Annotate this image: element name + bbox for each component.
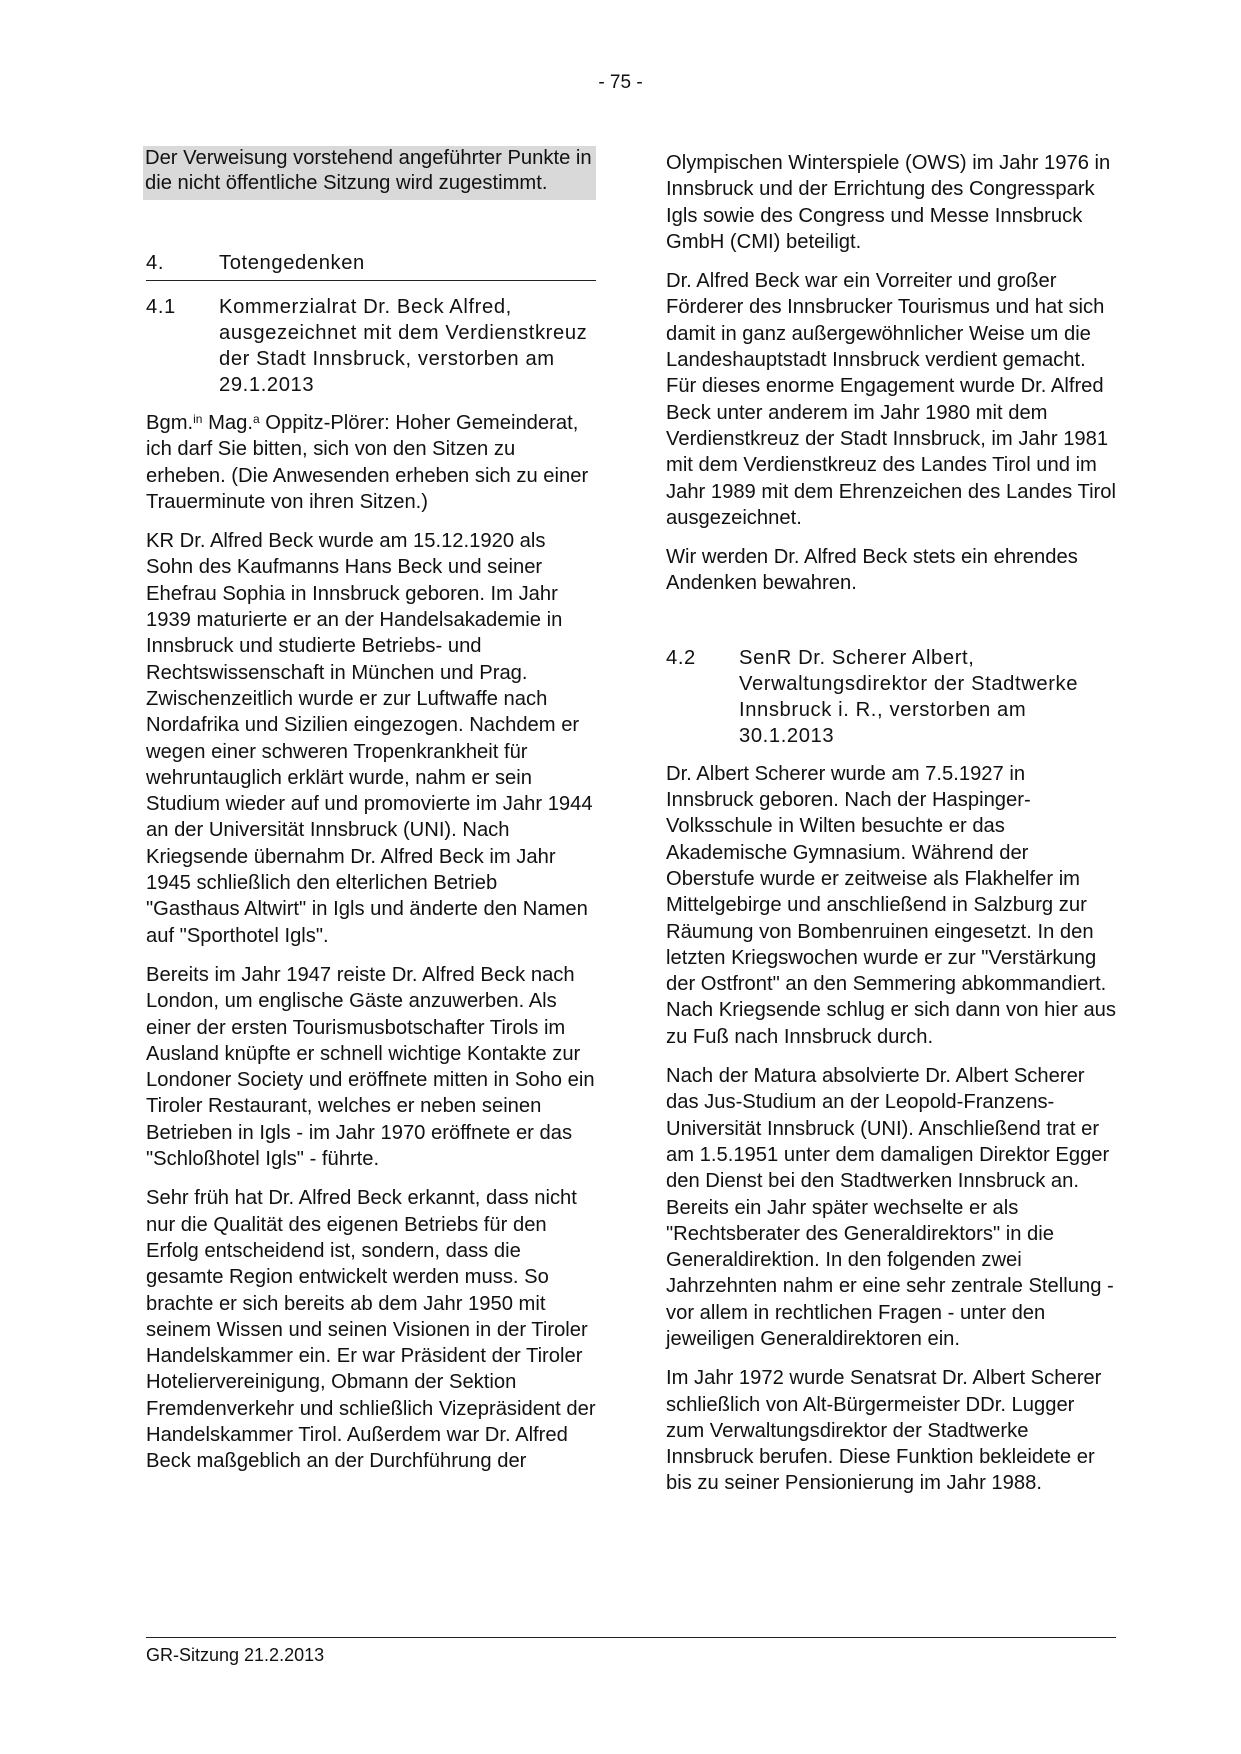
body-paragraph: Olympischen Winterspiele (OWS) im Jahr 1976 in Innsbruck und der Errichtung des Congresspark Igls sowie des Congress und Messe Innsbruck GmbH (CMI) beteiligt. (666, 152, 1111, 253)
page-number: - 75 - (598, 72, 643, 93)
body-paragraph: Nach der Matura absolvierte Dr. Albert Scherer das Jus-Studium an der Leopold-Franzens-Universität Innsbruck (UNI). Anschließend trat er am 1.5.1951 unter dem damaligen Direktor Egger den Dienst bei den Stadtwerken Innsbruck an. Bereits ein Jahr später wechselte er als "Rechtsberater des Generaldirektors" in die Generaldirektion. In den folgenden zwei Jahrzehnten nahm er eine sehr zentrale Stellung - vor allem in rechtlichen Fragen - unter den jeweiligen Generaldirektoren ein. (666, 1065, 1114, 1350)
subsection-title: SenR Dr. Scherer Albert, Verwaltungsdirektor der Stadtwerke Innsbruck i. R., verstorben am 30.1.2013 (739, 646, 1079, 747)
body-paragraph: Wir werden Dr. Alfred Beck stets ein ehrendes Andenken bewahren. (666, 546, 1078, 595)
section-number: 4. (146, 252, 165, 274)
footer-text: GR-Sitzung 21.2.2013 (146, 1645, 325, 1665)
subsection-number: 4.2 (666, 646, 696, 669)
body-paragraph: Sehr früh hat Dr. Alfred Beck erkannt, dass nicht nur die Qualität des eigenen Betriebs für den Erfolg entscheidend ist, sondern, dass die gesamte Region entwickelt werden muss. So brachte er sich bereits ab dem Jahr 1950 mit seinem Wissen und seinen Visionen in der Tiroler Handelskammer ein. Er war Präsident der Tiroler Hoteliervereinigung, Obmann der Sektion Fremdenverkehr und schließlich Vizepräsident der Handelskammer Tirol. Außerdem war Dr. Alfred Beck maßgeblich an der Durchführung der (146, 1187, 596, 1473)
body-paragraph: Im Jahr 1972 wurde Senatsrat Dr. Albert Scherer schließlich von Alt-Bürgermeister DDr. Lugger zum Verwaltungsdirektor der Stadtwerke Innsbruck berufen. Diese Funktion bekleidete er bis zu seiner Pensionierung im Jahr 1988. (666, 1367, 1102, 1495)
subsection-heading-4-1 (146, 294, 596, 398)
section-heading (146, 250, 596, 281)
subsection-number: 4.1 (146, 296, 176, 318)
body-paragraph: Dr. Albert Scherer wurde am 7.5.1927 in Innsbruck geboren. Nach der Haspinger-Volksschule in Wilten besuchte er das Akademische Gymnasium. Während der Oberstufe wurde er zeitweise als Flakhelfer im Mittelgebirge und anschließend in Salzburg zur Räumung von Bombenruinen eingesetzt. In den letzten Kriegswochen wurde er zur "Verstärkung der Ostfront" an den Semmering abkommandiert. Nach Kriegsende schlug er sich dann von hier aus zu Fuß nach Innsbruck durch. (666, 762, 1116, 1048)
subsection-heading-4-2 (666, 645, 1116, 749)
subsection-title: Kommerzialrat Dr. Beck Alfred, ausgezeichnet mit dem Verdienstkreuz der Stadt Innsbruck, verstorben am 29.1.2013 (219, 296, 588, 396)
body-paragraph: Bereits im Jahr 1947 reiste Dr. Alfred Beck nach London, um englische Gäste anzuwerben. Als einer der ersten Tourismusbotschafter Tirols im Ausland knüpfte er schnell wichtige Kontakte zur Londoner Society und eröffnete mitten in Soho ein Tiroler Restaurant, welches er neben seinen Betrieben in Igls - im Jahr 1970 eröffnete er das "Schloßhotel Igls" - führte. (146, 963, 595, 1171)
right-column (666, 150, 1116, 1510)
decision-box: Der Verweisung vorstehend angeführter Punkte in die nicht öffentliche Sitzung wird zugestimmt. (143, 146, 596, 200)
speaker-paragraph: Bgm.$^{in}$ Mag.$^a$ Oppitz-Plörer: Hoher Gemeinderat, ich darf Sie bitten, sich von den Sitzen zu erheben. (Die Anwesenden erheben sich zu einer Trauerminute von ihren Sitzen.) (146, 412, 589, 513)
body-paragraph: KR Dr. Alfred Beck wurde am 15.12.1920 als Sohn des Kaufmanns Hans Beck und seiner Ehefrau Sophia in Innsbruck geboren. Im Jahr 1939 maturierte er an der Handelsakademie in Innsbruck und studierte Betriebs- und Rechtswissenschaft in München und Prag. Zwischenzeitlich wurde er zur Luftwaffe nach Nordafrika und Sizilien eingezogen. Nachdem er wegen einer schweren Tropenkrankheit für wehruntauglich erklärt wurde, nahm er sein Studium wieder auf und promovierte im Jahr 1944 an der Universität Innsbruck (UNI). Nach Kriegsende übernahm Dr. Alfred Beck im Jahr 1945 schließlich den elterlichen Betrieb "Gasthaus Altwirt" in Igls und änderte den Namen auf "Sporthotel Igls". (146, 530, 593, 947)
body-paragraph: Dr. Alfred Beck war ein Vorreiter und großer Förderer des Innsbrucker Tourismus und hat sich damit in ganz außergewöhnlicher Weise um die Landeshauptstadt Innsbruck verdient gemacht. Für dieses enorme Engagement wurde Dr. Alfred Beck unter anderem im Jahr 1980 mit dem Verdienstkreuz der Stadt Innsbruck, im Jahr 1981 mit dem Verdienstkreuz des Landes Tirol und im Jahr 1989 mit dem Ehrenzeichen des Landes Tirol ausgezeichnet. (666, 270, 1116, 529)
footer-divider (146, 1637, 1116, 1638)
section-title: Totengedenken (219, 252, 365, 274)
left-column (146, 146, 596, 1488)
